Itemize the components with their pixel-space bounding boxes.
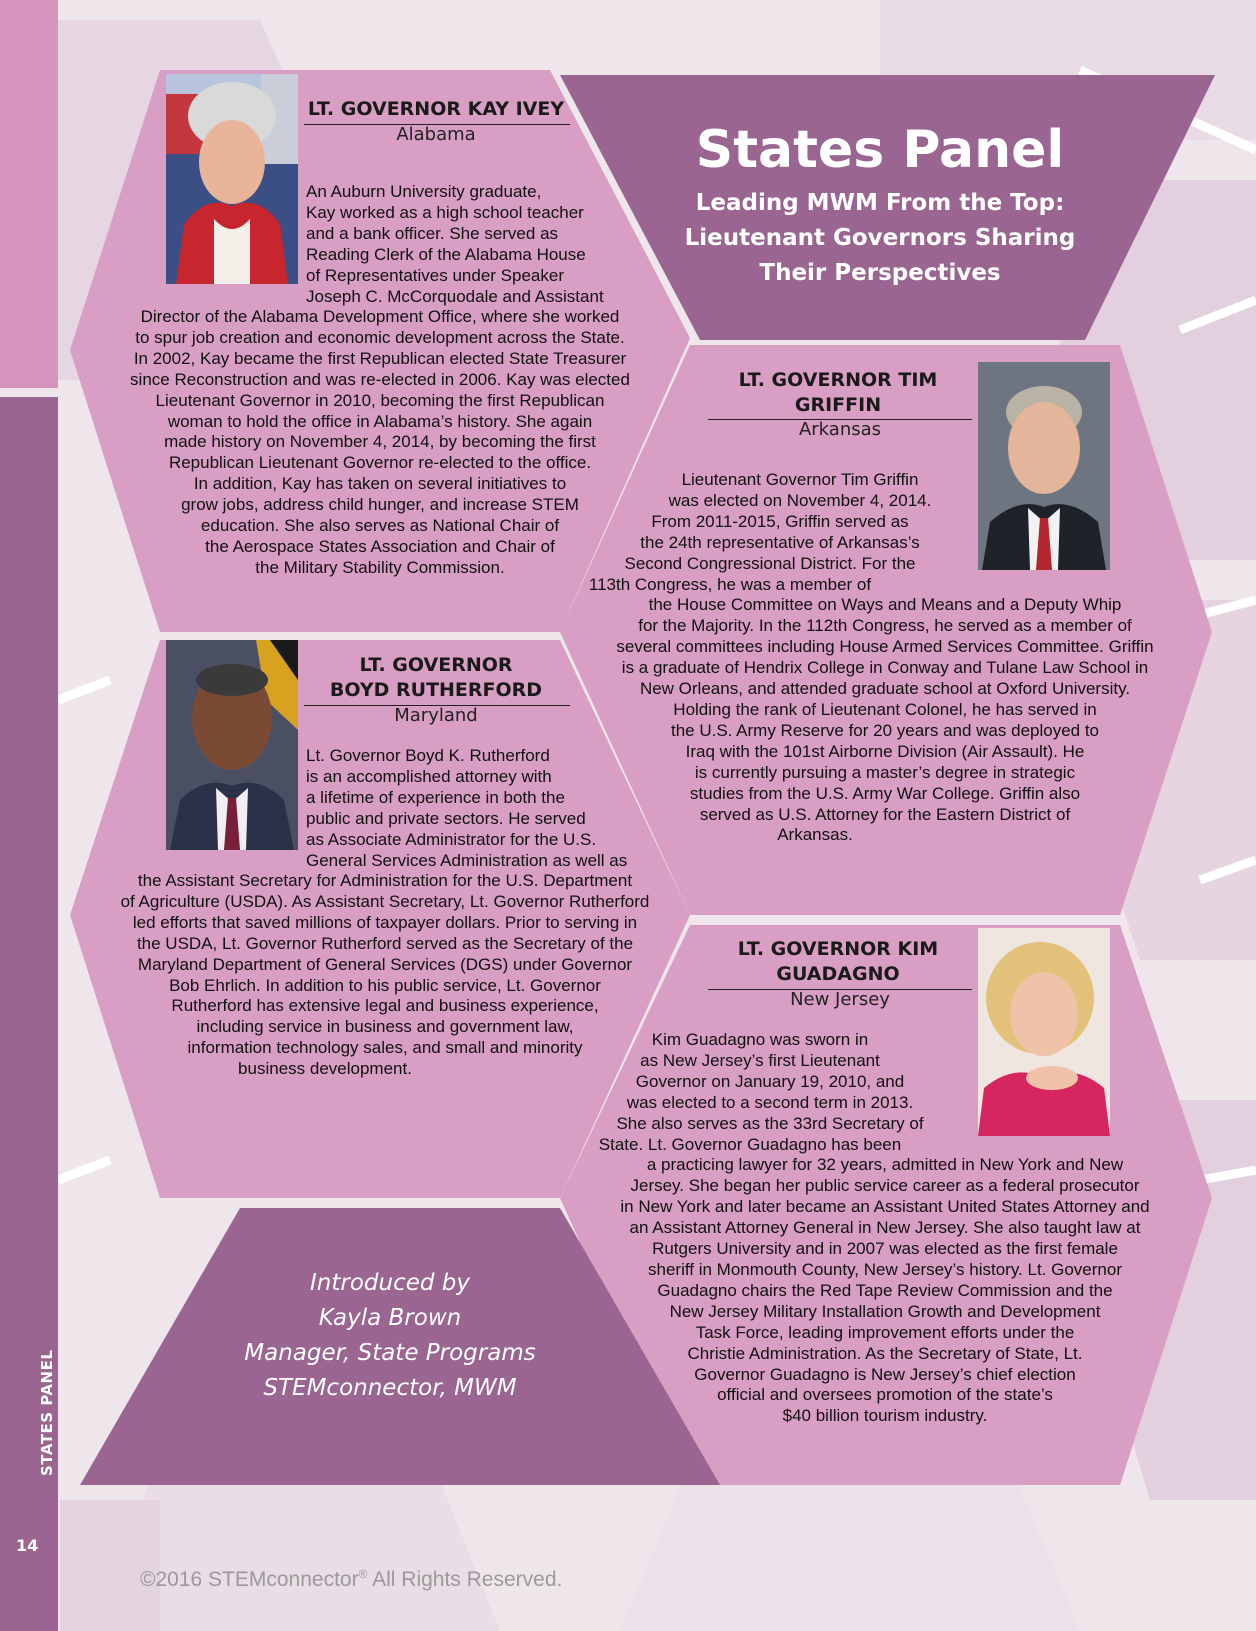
profile-bio-kim-guadagno — [560, 1030, 1210, 1427]
copyright-text: ©2016 STEMconnector — [140, 1568, 359, 1591]
name-line: LT. GOVERNOR KIM — [737, 938, 939, 960]
bio-line: Christie Administration. As the Secretary of State, Lt. — [687, 1343, 1083, 1363]
bio-line: led efforts that saved millions of taxpayer dollars. Prior to serving in — [132, 912, 638, 932]
name-line: LT. GOVERNOR KAY IVEY — [307, 98, 565, 120]
sidebar-section-label: STATES PANEL — [38, 1349, 56, 1476]
bio-line: Joseph C. McCorquodale and Assistant — [306, 286, 604, 306]
bio-line: $40 billion tourism industry. — [782, 1406, 988, 1426]
name-line: GRIFFIN — [794, 394, 882, 416]
bio-line: Holding the rank of Lieutenant Colonel, he has served in — [673, 699, 1097, 719]
bio-line: the Aerospace States Association and Chair of — [205, 536, 555, 556]
bio-line: An Auburn University graduate, — [306, 182, 542, 201]
bio-line: Kay worked as a high school teacher — [306, 202, 584, 222]
bio-line: Governor on January 19, 2010, and — [635, 1071, 905, 1091]
profile-name-kay-ivey — [302, 97, 570, 122]
bio-line: as Associate Administrator for the U.S. — [306, 829, 597, 849]
portrait-boyd-rutherford-icon — [166, 640, 298, 850]
bio-line: New Orleans, and attended graduate school at Oxford University. — [639, 679, 1131, 699]
bio-line: Second Congressional District. For the — [624, 553, 916, 573]
profile-state-alabama: Alabama — [396, 124, 476, 145]
bio-line: Kim Guadagno was sworn in — [651, 1030, 869, 1049]
bio-line: Task Force, leading improvement efforts under the — [695, 1322, 1075, 1342]
page-title: States Panel — [695, 120, 1065, 180]
bio-line: the U.S. Army Reserve for 20 years and was deployed to — [670, 720, 1100, 740]
photo-kay-ivey — [166, 74, 298, 284]
bio-line: Lt. Governor Boyd K. Rutherford — [306, 746, 550, 765]
bio-line: in New York and later became an Assistant United States Attorney and — [620, 1197, 1150, 1217]
subtitle-line: Leading MWM From the Top: — [695, 190, 1065, 216]
intro-line: Kayla Brown — [318, 1305, 462, 1331]
intro-line: Manager, State Programs — [244, 1340, 536, 1366]
bio-line: of Agriculture (USDA). As Assistant Secretary, Lt. Governor Rutherford — [120, 891, 650, 911]
bio-line: is an accomplished attorney with — [306, 766, 552, 786]
bio-line: for the Majority. In the 112th Congress, he served as a member of — [638, 616, 1132, 636]
bio-line: is currently pursuing a master’s degree in strategic — [694, 762, 1076, 782]
profile-name-kim-guadagno — [708, 937, 968, 987]
bio-line: woman to hold the office in Alabama’s history. She again — [167, 411, 593, 431]
bio-line: In 2002, Kay became the first Republican elected State Treasurer — [133, 348, 627, 368]
bio-line: Arkansas. — [777, 825, 853, 845]
bio-line: as New Jersey’s first Lieutenant — [640, 1050, 880, 1070]
bio-line: of Representatives under Speaker — [306, 265, 564, 285]
bio-line: From 2011-2015, Griffin served as — [651, 511, 909, 531]
name-line: BOYD RUTHERFORD — [329, 679, 543, 701]
bio-line: since Reconstruction and was re-elected in 2006. Kay was elected — [130, 369, 630, 389]
bio-line: made history on November 4, 2014, by becoming the first — [164, 432, 596, 452]
profile-state-arkansas: Arkansas — [798, 419, 882, 440]
bio-line: education. She also serves as National Chair of — [200, 516, 560, 536]
bio-line: the Military Stability Commission. — [255, 557, 505, 577]
portrait-kay-ivey-icon — [166, 74, 298, 284]
subtitle-line: Lieutenant Governors Sharing — [684, 225, 1076, 251]
bio-line: was elected on November 4, 2014. — [668, 490, 932, 510]
name-line: GUADAGNO — [776, 963, 900, 985]
copyright-suffix: All Rights Reserved. — [367, 1568, 563, 1591]
page-number: 14 — [16, 1536, 39, 1555]
copyright-footer — [140, 1567, 562, 1592]
bio-line: Lieutenant Governor Tim Griffin — [681, 470, 919, 489]
bio-line: Director of the Alabama Development Office, where she worked — [140, 307, 620, 326]
bio-line: a practicing lawyer for 32 years, admitted in New York and New — [646, 1155, 1124, 1175]
bio-line: was elected to a second term in 2013. — [626, 1092, 914, 1112]
bio-line: Rutherford has extensive legal and business experience, — [171, 996, 599, 1016]
bio-line: Republican Lieutenant Governor re-elected to the office. — [168, 453, 592, 473]
name-line: LT. GOVERNOR TIM — [738, 369, 938, 391]
bio-line: Bob Ehrlich. In addition to his public service, Lt. Governor — [169, 975, 601, 995]
bio-line: Iraq with the 101st Airborne Division (Air Assault). He — [685, 741, 1085, 761]
bio-line: including service in business and government law, — [196, 1017, 574, 1037]
bio-line: information technology sales, and small and minority — [187, 1038, 583, 1058]
bio-line: Reading Clerk of the Alabama House — [306, 244, 586, 264]
bio-line: official and oversees promotion of the state’s — [717, 1385, 1053, 1405]
bio-line: Guadagno chairs the Red Tape Review Commission and the — [657, 1280, 1113, 1300]
registered-mark: ® — [358, 1567, 368, 1581]
bio-line: the Assistant Secretary for Administration for the U.S. Department — [137, 871, 633, 890]
profile-state-maryland: Maryland — [394, 705, 478, 726]
bio-line: the House Committee on Ways and Means and a Deputy Whip — [648, 595, 1122, 615]
bio-line: In addition, Kay has taken on several initiatives to — [193, 474, 567, 494]
bio-line: She also serves as the 33rd Secretary of — [616, 1113, 924, 1133]
bio-line: a lifetime of experience in both the — [306, 787, 565, 807]
bio-line: the 24th representative of Arkansas’s — [640, 532, 920, 552]
profile-state-new-jersey: New Jersey — [790, 989, 890, 1010]
bio-line: Lieutenant Governor in 2010, becoming the first Republican — [155, 390, 605, 410]
bio-line: studies from the U.S. Army War College. Griffin also — [689, 783, 1081, 803]
bio-line: and a bank officer. She served as — [306, 223, 559, 243]
intro-line: STEMconnector, MWM — [263, 1375, 517, 1401]
bio-line: Jersey. She began her public service career as a federal prosecutor — [630, 1176, 1140, 1196]
photo-boyd-rutherford — [166, 640, 298, 850]
bio-line: sheriff in Monmouth County, New Jersey’s history. Lt. Governor — [648, 1259, 1122, 1279]
page-subtitle — [640, 186, 1120, 291]
bio-line: Rutgers University and in 2007 was elected as the first female — [652, 1239, 1118, 1259]
sidebar-top — [0, 0, 58, 388]
profile-bio-kay-ivey — [306, 182, 636, 307]
introduced-by — [180, 1266, 600, 1406]
profile-bio-boyd-rutherford — [306, 746, 686, 871]
bio-line: the USDA, Lt. Governor Rutherford served as the Secretary of the — [136, 933, 634, 953]
bio-line: to spur job creation and economic development across the State. — [135, 327, 625, 347]
bio-line: several committees including House Armed Services Committee. Griffin — [616, 637, 1154, 657]
bio-line: an Assistant Attorney General in New Jersey. She also taught law at — [629, 1218, 1141, 1238]
bio-line: public and private sectors. He served — [306, 808, 586, 828]
profile-name-tim-griffin — [708, 368, 968, 418]
intro-line: Introduced by — [309, 1270, 470, 1296]
name-line: LT. GOVERNOR — [359, 654, 513, 676]
subtitle-line: Their Perspectives — [759, 260, 1001, 286]
bio-line: served as U.S. Attorney for the Eastern District of — [699, 804, 1071, 824]
profile-name-boyd-rutherford — [302, 653, 570, 703]
bio-line: grow jobs, address child hunger, and increase STEM — [181, 495, 579, 515]
bio-line: General Services Administration as well as — [306, 850, 628, 870]
bio-line: is a graduate of Hendrix College in Conway and Tulane Law School in — [621, 658, 1149, 678]
bio-line: 113th Congress, he was a member of — [588, 574, 872, 594]
bio-line: Maryland Department of General Services (DGS) under Governor — [137, 954, 633, 974]
bio-line: New Jersey Military Installation Growth and Development — [669, 1301, 1101, 1321]
bio-line: business development. — [238, 1059, 412, 1079]
bio-line: State. Lt. Governor Guadagno has been — [598, 1134, 902, 1154]
bio-line: Governor Guadagno is New Jersey’s chief election — [694, 1364, 1076, 1384]
